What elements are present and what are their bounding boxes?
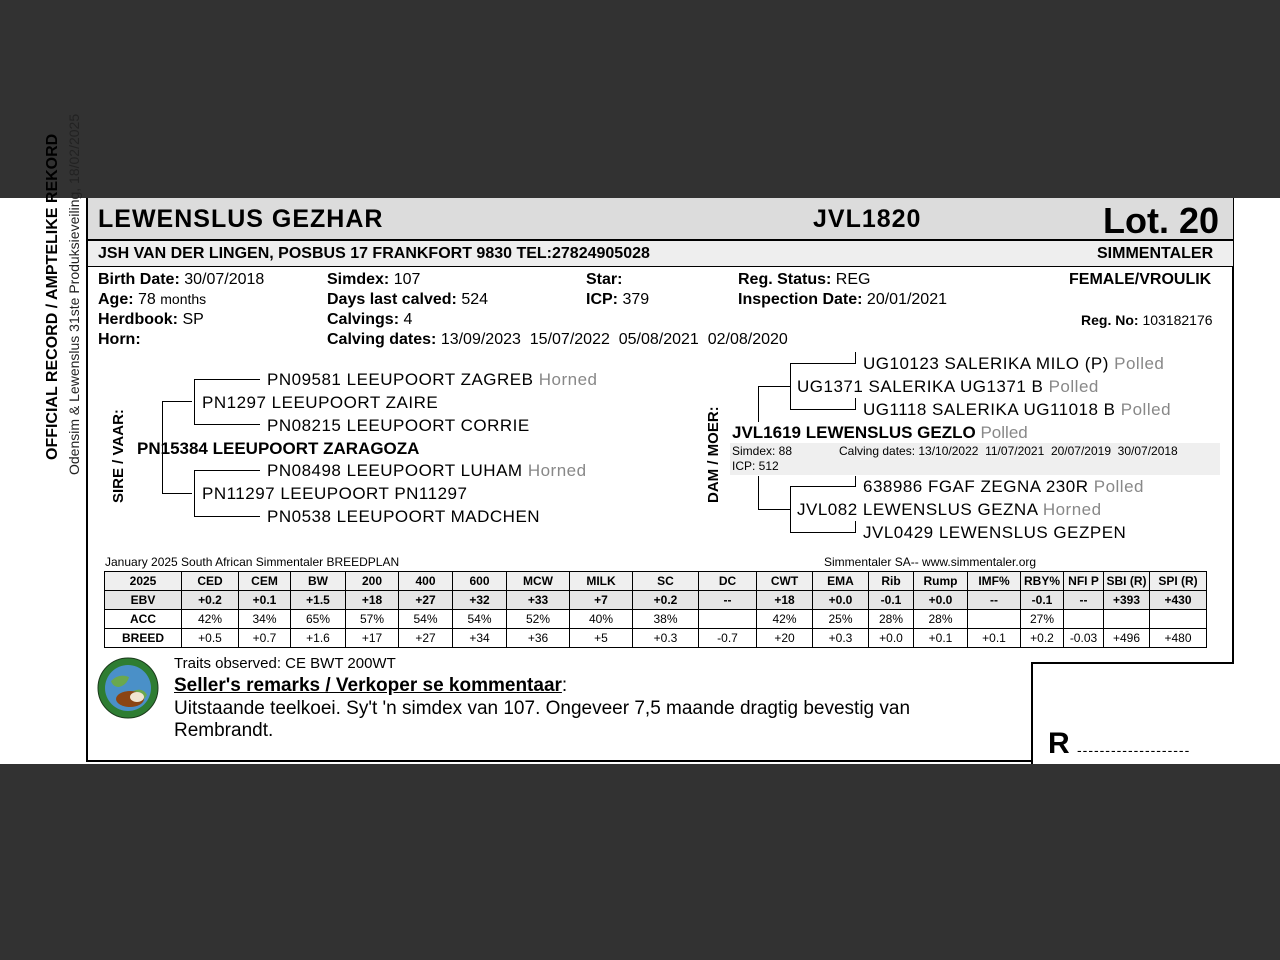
table-cell: 57% <box>346 610 399 629</box>
table-cell: 28% <box>869 610 914 629</box>
table-cell: -0.1 <box>869 591 914 610</box>
owner-info: JSH VAN DER LINGEN, POSBUS 17 FRANKFORT 9830 TEL:27824905028 <box>98 245 650 262</box>
table-header: SBI (R) <box>1104 572 1150 591</box>
table-header: IMF% <box>968 572 1021 591</box>
table-cell <box>968 610 1021 629</box>
lot-number: Lot. 20 <box>1103 200 1220 241</box>
table-row-breed <box>105 629 1207 648</box>
table-cell: +0.1 <box>239 591 291 610</box>
sire-dam-dam: PN0538 LEEUPOORT MADCHEN <box>267 507 541 526</box>
table-cell: +32 <box>453 591 507 610</box>
dam-calving-dates: Calving dates: 13/10/2022 11/07/2021 20/07/2019 30/07/2018 <box>839 444 1178 458</box>
calvings: Calvings: 4 <box>327 311 413 328</box>
sire: PN15384 LEEUPOORT ZARAGOZA <box>137 439 420 458</box>
table-cell: +20 <box>757 629 813 648</box>
sale-label: Odensim & Lewenslus 31ste Produksieveiling, 18/02/2025 <box>66 113 82 475</box>
days-last-calved: Days last calved: 524 <box>327 291 489 308</box>
table-cell: +18 <box>757 591 813 610</box>
dam-simdex: Simdex: 88 <box>732 444 793 458</box>
sire-dam-sire: PN08498 LEEUPOORT LUHAM Horned <box>267 461 587 480</box>
table-cell: +1.5 <box>291 591 346 610</box>
reg-status: Reg. Status: REG <box>738 271 871 288</box>
table-cell: +0.0 <box>813 591 869 610</box>
price-blank: -------------------- <box>1077 742 1191 758</box>
dam: JVL1619 LEWENSLUS GEZLO Polled <box>732 423 1028 442</box>
table-header: RBY% <box>1021 572 1064 591</box>
website-caption: Simmentaler SA-- www.simmentaler.org <box>824 555 1037 569</box>
table-cell: +0.1 <box>914 629 968 648</box>
table-cell: +496 <box>1104 629 1150 648</box>
table-cell: -- <box>699 591 757 610</box>
herdbook: Herdbook: SP <box>98 311 204 328</box>
table-header: MCW <box>507 572 570 591</box>
table-header: NFI P <box>1064 572 1104 591</box>
table-header: EMA <box>813 572 869 591</box>
table-cell: -0.7 <box>699 629 757 648</box>
table-cell: 28% <box>914 610 968 629</box>
table-cell: ACC <box>105 610 182 629</box>
table-cell: 42% <box>182 610 239 629</box>
table-cell <box>1064 610 1104 629</box>
table-header: CED <box>182 572 239 591</box>
table-header-row <box>105 572 1207 591</box>
table-cell: +18 <box>346 591 399 610</box>
ebv-table <box>104 571 1207 648</box>
animal-name: LEWENSLUS GEZHAR <box>98 205 384 233</box>
horn: Horn: <box>98 331 141 348</box>
table-cell: +480 <box>1150 629 1207 648</box>
age: Age: 78 months <box>98 291 207 308</box>
table-header: CEM <box>239 572 291 591</box>
table-cell <box>1150 610 1207 629</box>
table-cell: -0.03 <box>1064 629 1104 648</box>
table-header: 600 <box>453 572 507 591</box>
table-cell: 52% <box>507 610 570 629</box>
simdex: Simdex: 107 <box>327 271 421 288</box>
star: Star: <box>586 271 623 288</box>
simmentaler-globe-logo-icon <box>97 657 159 719</box>
table-row-ebv <box>105 591 1207 610</box>
table-row-acc <box>105 610 1207 629</box>
table-cell: +393 <box>1104 591 1150 610</box>
reg-number: Reg. No: 103182176 <box>1081 312 1213 328</box>
table-cell: BREED <box>105 629 182 648</box>
table-cell: +0.2 <box>633 591 699 610</box>
table-cell <box>1104 610 1150 629</box>
inspection-date: Inspection Date: 20/01/2021 <box>738 291 947 308</box>
table-cell: 65% <box>291 610 346 629</box>
table-cell: 34% <box>239 610 291 629</box>
table-cell: -- <box>1064 591 1104 610</box>
table-cell: -0.1 <box>1021 591 1064 610</box>
table-cell: +0.2 <box>182 591 239 610</box>
table-cell: +0.3 <box>813 629 869 648</box>
table-cell: 27% <box>1021 610 1064 629</box>
breedplan-caption: January 2025 South African Simmentaler BREEDPLAN <box>105 555 400 569</box>
dam-sire: UG1371 SALERIKA UG1371 B Polled <box>797 377 1099 396</box>
table-header: Rib <box>869 572 914 591</box>
table-cell: +5 <box>570 629 633 648</box>
table-cell: 38% <box>633 610 699 629</box>
table-cell: +0.5 <box>182 629 239 648</box>
calving-dates: Calving dates: 13/09/2023 15/07/2022 05/08/2021 02/08/2020 <box>327 331 788 348</box>
table-cell: +0.0 <box>869 629 914 648</box>
sex-label: FEMALE/VROULIK <box>1069 271 1212 288</box>
table-cell: +0.1 <box>968 629 1021 648</box>
dam-label: DAM / MOER: <box>705 406 722 503</box>
table-cell: EBV <box>105 591 182 610</box>
table-cell <box>699 610 757 629</box>
remarks-line-1: Uitstaande teelkoei. Sy't 'n simdex van 107. Ongeveer 7,5 maande dragtig bevestig van <box>174 698 911 719</box>
table-header: SC <box>633 572 699 591</box>
table-cell: +27 <box>399 591 453 610</box>
table-header: SPI (R) <box>1150 572 1207 591</box>
table-cell: 25% <box>813 610 869 629</box>
table-cell: +36 <box>507 629 570 648</box>
sire-label: SIRE / VAAR: <box>110 409 127 503</box>
table-cell: +27 <box>399 629 453 648</box>
traits-observed: Traits observed: CE BWT 200WT <box>174 655 396 672</box>
table-header: CWT <box>757 572 813 591</box>
table-cell: -- <box>968 591 1021 610</box>
icp: ICP: 379 <box>586 291 650 308</box>
table-cell: 40% <box>570 610 633 629</box>
table-header: Rump <box>914 572 968 591</box>
table-cell: +7 <box>570 591 633 610</box>
table-header: 2025 <box>105 572 182 591</box>
table-cell: +34 <box>453 629 507 648</box>
table-header: 200 <box>346 572 399 591</box>
animal-id: JVL1820 <box>813 205 922 233</box>
dam-dam-sire: 638986 FGAF ZEGNA 230R Polled <box>863 477 1144 496</box>
table-header: DC <box>699 572 757 591</box>
official-record-label: OFFICIAL RECORD / AMPTELIKE REKORD <box>44 133 61 460</box>
table-cell: +17 <box>346 629 399 648</box>
dam-dam: JVL082 LEWENSLUS GEZNA Horned <box>797 500 1102 519</box>
sire-sire-dam: PN08215 LEEUPOORT CORRIE <box>267 416 530 435</box>
table-cell: +33 <box>507 591 570 610</box>
sire-dam: PN11297 LEEUPOORT PN11297 <box>202 484 468 503</box>
table-cell: +0.2 <box>1021 629 1064 648</box>
table-cell: +0.7 <box>239 629 291 648</box>
dam-dam-dam: JVL0429 LEWENSLUS GEZPEN <box>863 523 1127 542</box>
breed-label: SIMMENTALER <box>1097 245 1214 262</box>
remarks-heading: Seller's remarks / Verkoper se kommentaar: <box>174 675 568 696</box>
table-cell: 54% <box>453 610 507 629</box>
table-cell: +0.0 <box>914 591 968 610</box>
birth-date: Birth Date: 30/07/2018 <box>98 271 265 288</box>
table-header: BW <box>291 572 346 591</box>
table-cell: +1.6 <box>291 629 346 648</box>
dam-sire-dam: UG1118 SALERIKA UG11018 B Polled <box>863 400 1172 419</box>
table-cell: +430 <box>1150 591 1207 610</box>
price-currency-label: R <box>1048 727 1070 760</box>
dam-sire-sire: UG10123 SALERIKA MILO (P) Polled <box>863 354 1165 373</box>
table-header: 400 <box>399 572 453 591</box>
remarks-line-2: Rembrandt. <box>174 720 274 741</box>
table-cell: 42% <box>757 610 813 629</box>
sire-sire: PN1297 LEEUPOORT ZAIRE <box>202 393 439 412</box>
table-cell: +0.3 <box>633 629 699 648</box>
table-header: MILK <box>570 572 633 591</box>
dam-icp: ICP: 512 <box>732 459 779 473</box>
sire-sire-sire: PN09581 LEEUPOORT ZAGREB Horned <box>267 370 598 389</box>
table-cell: 54% <box>399 610 453 629</box>
